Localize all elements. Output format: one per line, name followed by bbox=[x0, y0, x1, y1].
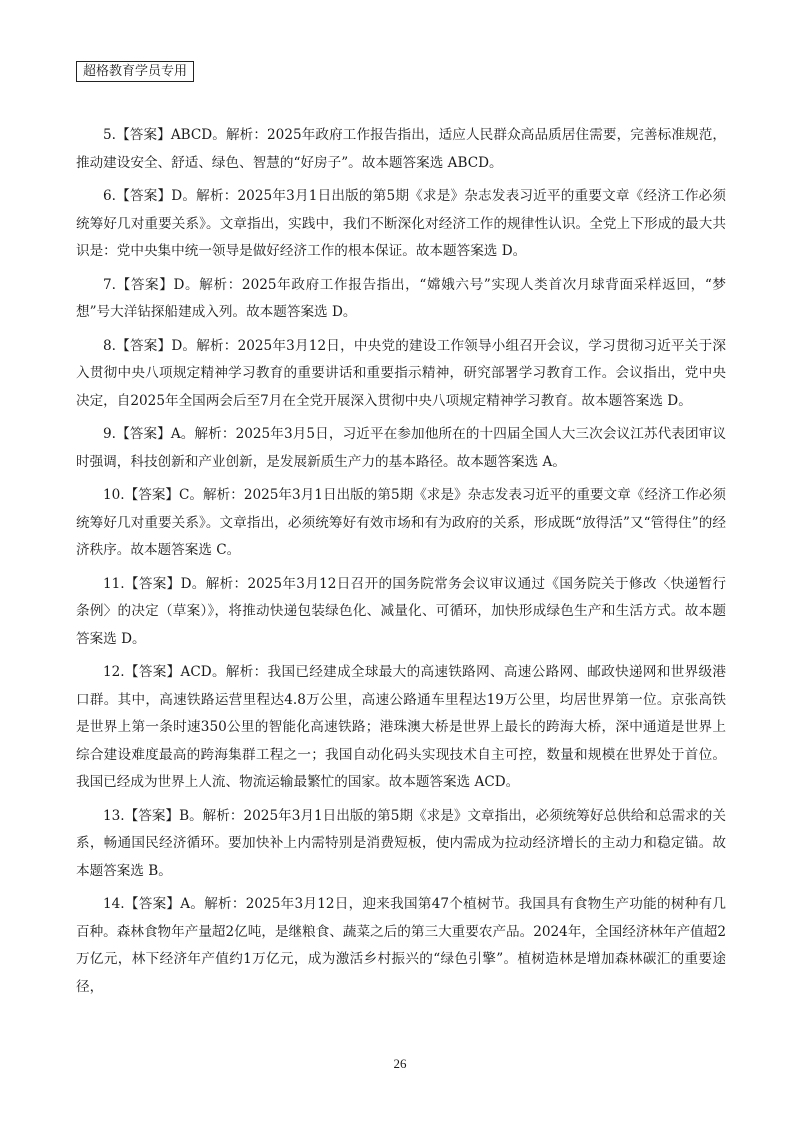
answer-item: 8.【答案】D。解析：2025年3月12日，中央党的建设工作领导小组召开会议，学习贯彻习近平关于深入贯彻中央八项规定精神学习教育的重要讲话和重要指示精神，研究部署学习教育工作。会议指出，党中央决定，自2025年全国两会后至7月在全党开展深入贯彻中央八项规定精神学习教育。故本题答案选 D。 bbox=[76, 337, 726, 409]
page-number: 26 bbox=[393, 1056, 407, 1071]
answer-item: 13.【答案】B。解析：2025年3月1日出版的第5期《求是》文章指出，必须统筹好总供给和总需求的关系，畅通国民经济循环。要加快补上内需特别是消费短板，使内需成为拉动经济增长的主动力和稳定锚。故本题答案选 B。 bbox=[76, 807, 726, 879]
answer-item: 14.【答案】A。解析：2025年3月12日，迎来我国第47个植树节。我国具有食物生产功能的树种有几百种。森林食物年产量超2亿吨，是继粮食、蔬菜之后的第三大重要农产品。2024年，全国经济林年产值超2万亿元，林下经济年产值约1万亿元，成为激活乡村振兴的“绿色引擎”。植树造林是增加森林碳汇的重要途径， bbox=[76, 896, 727, 995]
answer-item: 6.【答案】D。解析：2025年3月1日出版的第5期《求是》杂志发表习近平的重要文章《经济工作必须统筹好几对重要关系》。文章指出，实践中，我们不断深化对经济工作的规律性认识。全党上下形成的最大共识是：党中央集中统一领导是做好经济工作的根本保证。故本题答案选 D。 bbox=[76, 188, 726, 259]
answer-item: 11.【答案】D。解析：2025年3月12日召开的国务院常务会议审议通过《国务院关于修改〈快递暂行条例〉的决定（草案）》，将推动快递包装绿色化、减量化、可循环，加快形成绿色生产和生活方式。故本题答案选 D。 bbox=[76, 575, 726, 647]
answer-item: 10.【答案】C。解析：2025年3月1日出版的第5期《求是》杂志发表习近平的重要文章《经济工作必须统筹好几对重要关系》。文章指出，必须统筹好有效市场和有为政府的关系，形成既“放得活”又“管得住”的经济秩序。故本题答案选 C。 bbox=[76, 487, 726, 558]
answer-item: 5.【答案】ABCD。解析：2025年政府工作报告指出，适应人民群众高品质居住需要，完善标准规范，推动建设安全、舒适、绿色、智慧的“好房子”。故本题答案选 ABCD。 bbox=[76, 127, 726, 171]
answer-list bbox=[76, 122, 726, 1007]
answer-item: 7.【答案】D。解析：2025年政府工作报告指出，“嫦娥六号”实现人类首次月球背面采样返回，“梦想”号大洋钻探船建成入列。故本题答案选 D。 bbox=[76, 276, 726, 320]
watermark-badge: 超格教育学员专用 bbox=[76, 61, 194, 82]
answer-item: 12.【答案】ACD。解析：我国已经建成全球最大的高速铁路网、高速公路网、邮政快递网和世界级港口群。其中，高速铁路运营里程达4.8万公里，高速公路通车里程达19万公里，均居世界第一位。京张高铁是世界上第一条时速350公里的智能化高速铁路；港珠澳大桥是世界上最长的跨海大桥，深中通道是世界上综合建设难度最高的跨海集群工程之一；我国自动化码头实现技术自主可控，数量和规模在世界处于首位。我国已经成为世界上人流、物流运输最繁忙的国家。故本题答案选 ACD。 bbox=[76, 664, 726, 790]
answer-item: 9.【答案】A。解析：2025年3月5日，习近平在参加他所在的十四届全国人大三次会议江苏代表团审议时强调，科技创新和产业创新，是发展新质生产力的基本路径。故本题答案选 A。 bbox=[76, 426, 726, 470]
